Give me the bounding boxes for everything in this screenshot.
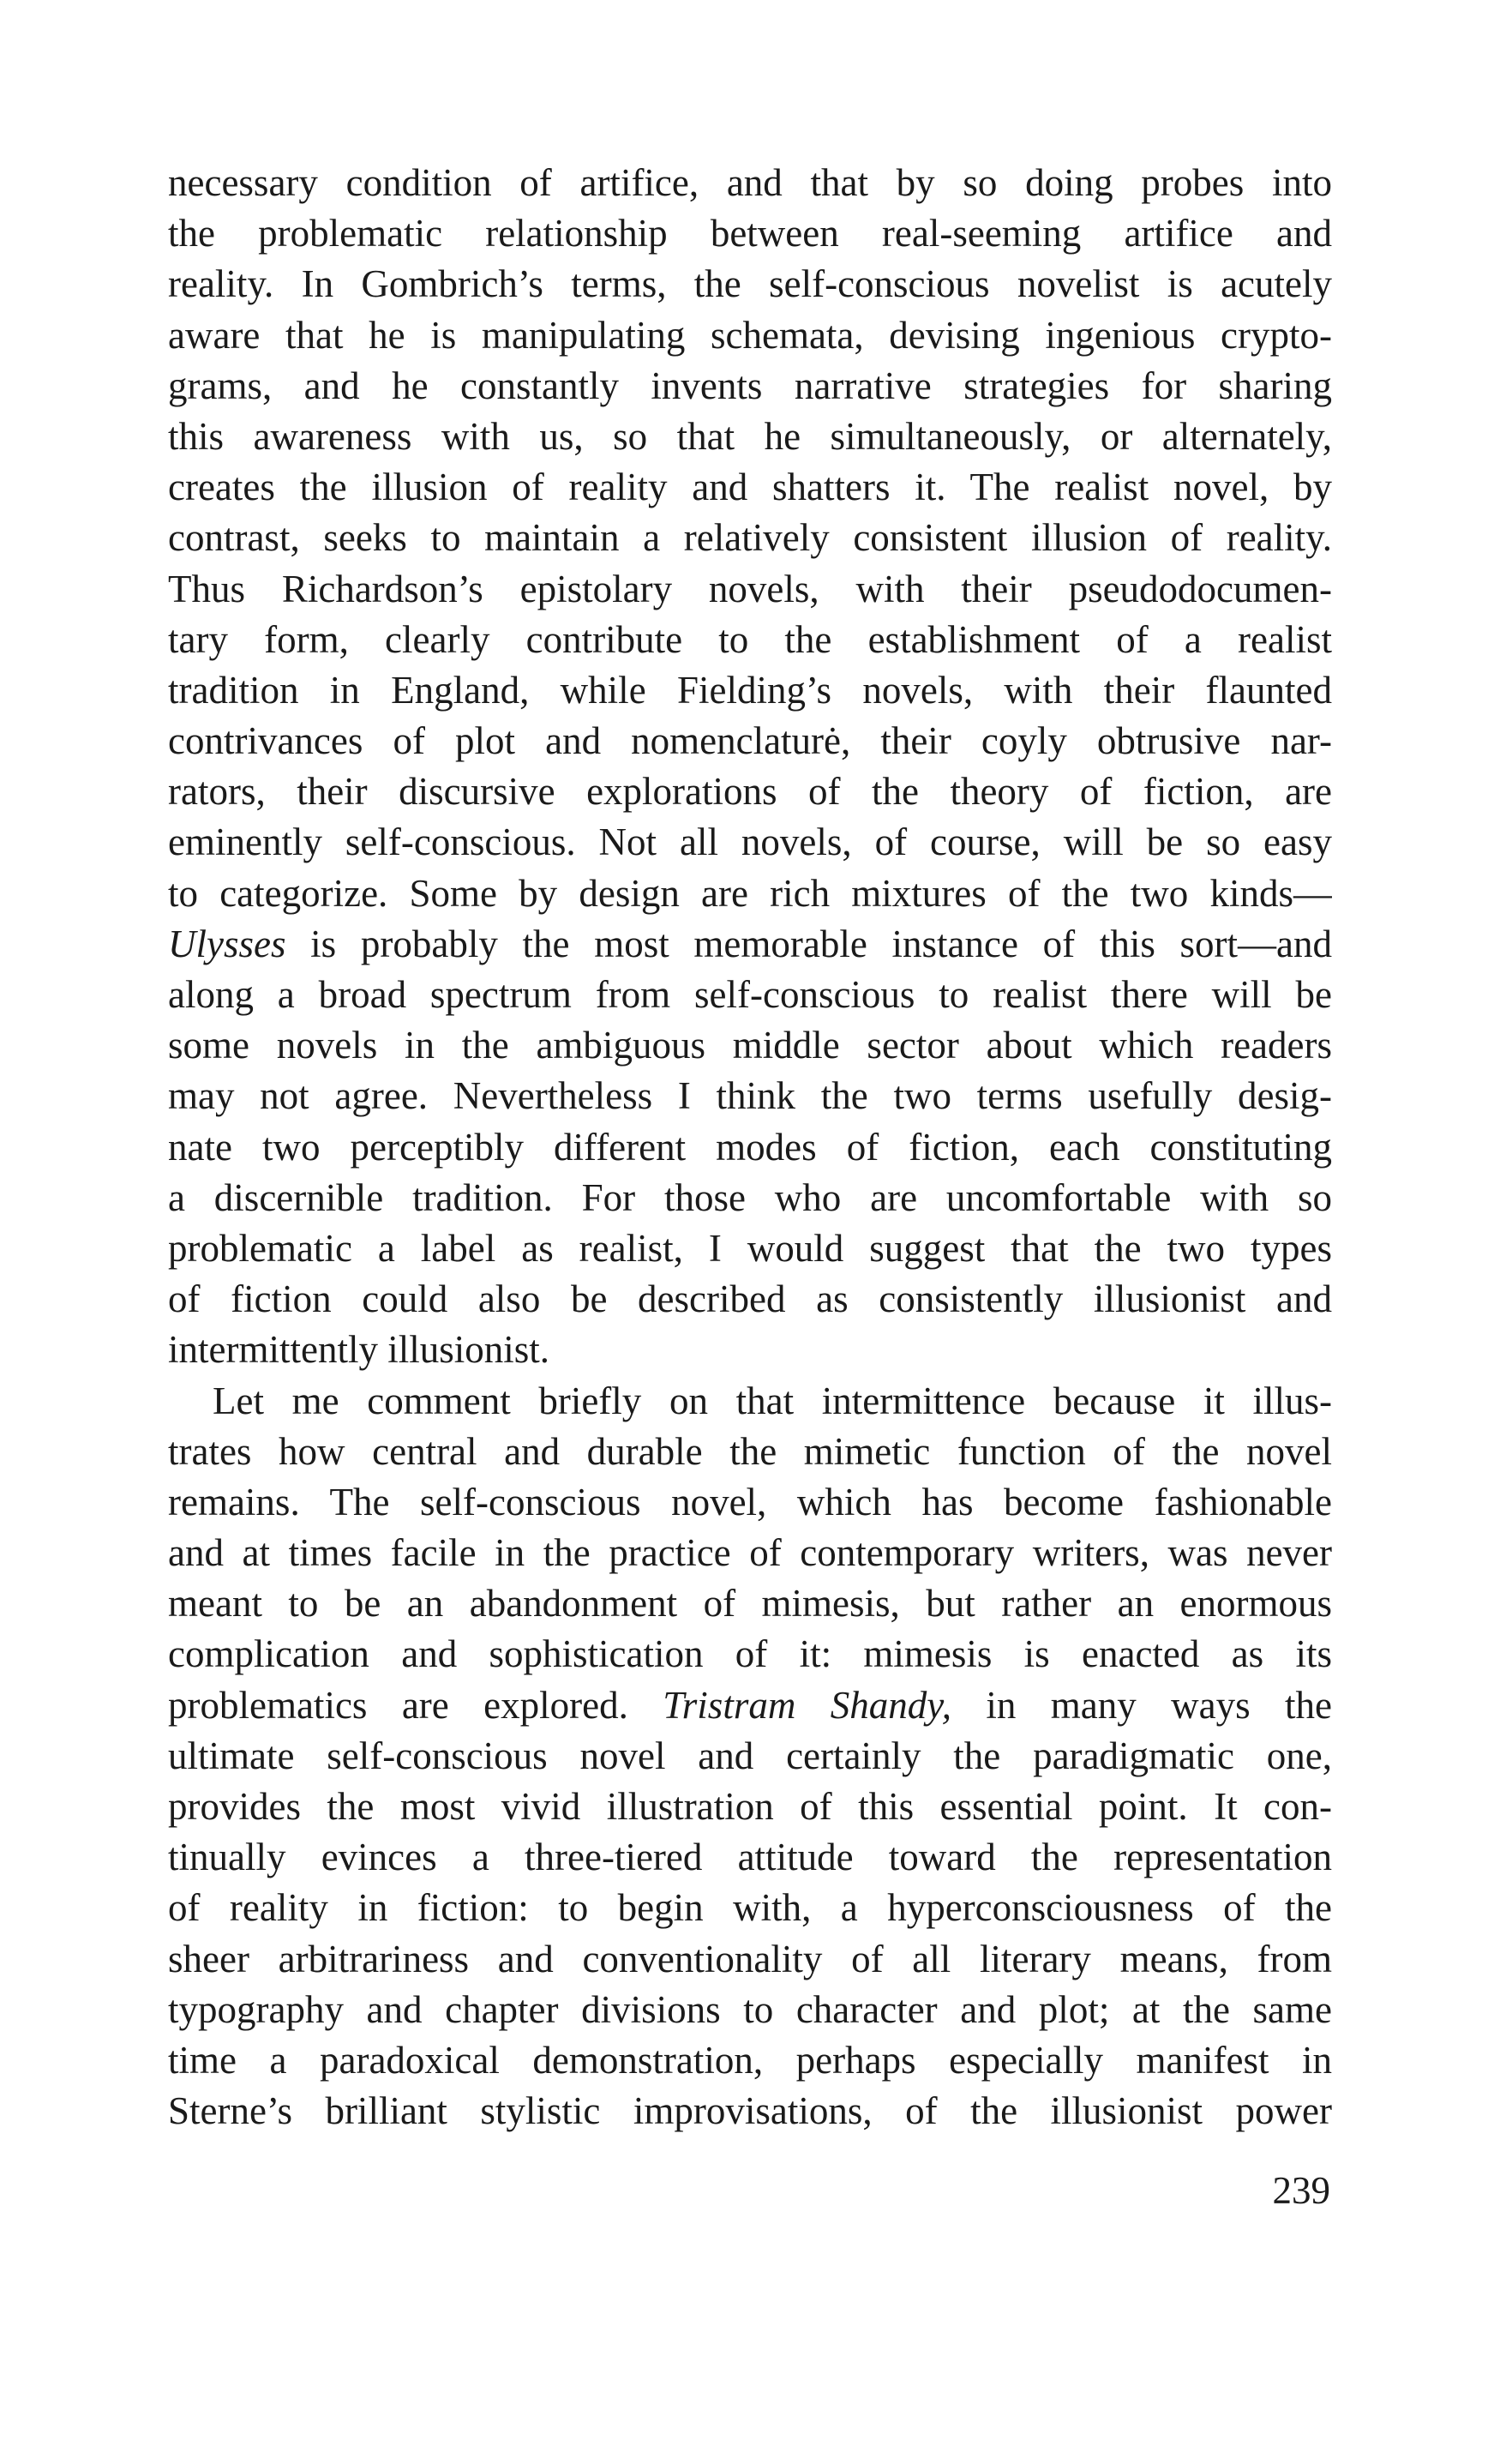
- text-segment: complication and sophistication of it: mimesis is enacted as its: [168, 1632, 1332, 1676]
- italic-title: Ulysses: [168, 922, 286, 965]
- text-line: [168, 1223, 1332, 1274]
- text-line: [168, 615, 1332, 665]
- text-line: [168, 1832, 1332, 1883]
- text-line: [168, 766, 1332, 817]
- text-segment: intermittently illusionist.: [168, 1328, 549, 1372]
- text-line: [168, 412, 1332, 462]
- text-segment: of fiction could also be described as consistently illusionist and: [168, 1277, 1332, 1321]
- text-line: [168, 310, 1332, 361]
- text-line: [168, 665, 1332, 716]
- body-text: [168, 158, 1332, 2136]
- text-segment: may not agree. Nevertheless I think the two terms usefully desig-: [168, 1074, 1332, 1118]
- text-line: [168, 259, 1332, 310]
- text-segment: remains. The self-conscious novel, which has become fashionable: [168, 1480, 1332, 1523]
- text-segment: tradition in England, while Fielding’s novels, with their flaunted: [168, 668, 1332, 712]
- text-line: [168, 919, 1332, 970]
- text-line: [168, 2035, 1332, 2086]
- text-segment: Thus Richardson’s epistolary novels, with their pseudodocumen-: [168, 567, 1332, 610]
- text-line: [168, 1528, 1332, 1578]
- text-segment: sheer arbitrariness and conventionality of all literary means, from: [168, 1937, 1332, 1980]
- text-segment: a discernible tradition. For those who are uncomfortable with so: [168, 1175, 1332, 1219]
- text-line: [168, 1173, 1332, 1223]
- text-line: [168, 158, 1332, 208]
- text-line: [168, 208, 1332, 259]
- text-segment: aware that he is manipulating schemata, devising ingenious crypto-: [168, 313, 1332, 357]
- text-segment: is probably the most memorable instance of this sort—and: [285, 922, 1332, 965]
- text-segment: problematics are explored.: [168, 1683, 663, 1727]
- text-line: [168, 513, 1332, 563]
- text-segment: Sterne’s brilliant stylistic improvisations, of the illusionist power: [168, 2089, 1332, 2133]
- text-segment: in many ways the: [951, 1683, 1332, 1727]
- text-segment: the problematic relationship between real-seeming artifice and: [168, 212, 1332, 255]
- text-line: [168, 1477, 1332, 1528]
- italic-title: Tristram Shandy,: [663, 1683, 951, 1727]
- text-segment: reality. In Gombrich’s terms, the self-conscious novelist is acutely: [168, 262, 1332, 306]
- text-line: [168, 1629, 1332, 1680]
- text-line: [168, 1578, 1332, 1629]
- text-segment: typography and chapter divisions to character and plot; at the same: [168, 1987, 1332, 2031]
- text-line: [168, 817, 1332, 868]
- text-segment: ultimate self-conscious novel and certainly the paradigmatic one,: [168, 1734, 1332, 1777]
- text-line: [168, 1782, 1332, 1832]
- text-segment: necessary condition of artifice, and that by so doing probes into: [168, 161, 1332, 204]
- text-line: [168, 1122, 1332, 1173]
- text-segment: eminently self-conscious. Not all novels, of course, will be so easy: [168, 820, 1332, 864]
- text-segment: to categorize. Some by design are rich mixtures of the two kinds—: [168, 871, 1332, 915]
- text-segment: contrivances of plot and nomenclaturė, their coyly obtrusive nar-: [168, 719, 1332, 763]
- text-line: [168, 1883, 1332, 1933]
- text-line: [168, 1985, 1332, 2035]
- text-segment: tinually evinces a three-tiered attitude toward the representation: [168, 1836, 1332, 1879]
- text-segment: along a broad spectrum from self-conscious to realist there will be: [168, 973, 1332, 1016]
- text-line: [168, 868, 1332, 919]
- text-line: [168, 970, 1332, 1020]
- text-segment: this awareness with us, so that he simultaneously, or alternately,: [168, 414, 1332, 458]
- page-number: 239: [1272, 2169, 1330, 2212]
- text-line: [168, 1680, 1332, 1731]
- text-segment: and at times facile in the practice of contemporary writers, was never: [168, 1531, 1332, 1575]
- text-line: [168, 361, 1332, 412]
- text-segment: provides the most vivid illustration of this essential point. It con-: [168, 1785, 1332, 1828]
- text-segment: time a paradoxical demonstration, perhaps especially manifest in: [168, 2038, 1332, 2082]
- text-segment: contrast, seeks to maintain a relatively consistent illusion of reality.: [168, 516, 1332, 560]
- text-segment: meant to be an abandonment of mimesis, but rather an enormous: [168, 1582, 1332, 1626]
- text-line: [168, 1274, 1332, 1325]
- text-segment: rators, their discursive explorations of the theory of fiction, are: [168, 770, 1332, 814]
- text-line: [168, 1934, 1332, 1985]
- text-line: [168, 1020, 1332, 1071]
- text-segment: grams, and he constantly invents narrative strategies for sharing: [168, 364, 1332, 407]
- text-line: [168, 1731, 1332, 1782]
- text-segment: tary form, clearly contribute to the establishment of a realist: [168, 617, 1332, 661]
- text-line: [168, 1427, 1332, 1477]
- text-segment: problematic a label as realist, I would suggest that the two types: [168, 1226, 1332, 1270]
- text-line: [168, 462, 1332, 513]
- text-segment: Let me comment briefly on that intermittence because it illus-: [213, 1379, 1332, 1422]
- text-line: [168, 564, 1332, 615]
- text-line: [168, 1071, 1332, 1121]
- text-segment: trates how central and durable the mimetic function of the novel: [168, 1429, 1332, 1473]
- text-line: [168, 2086, 1332, 2136]
- text-line: [168, 716, 1332, 766]
- text-segment: nate two perceptibly different modes of fiction, each constituting: [168, 1125, 1332, 1169]
- text-line: [168, 1376, 1332, 1427]
- text-segment: creates the illusion of reality and shatters it. The realist novel, by: [168, 466, 1332, 509]
- text-segment: of reality in fiction: to begin with, a hyperconsciousness of the: [168, 1886, 1332, 1930]
- text-line: [168, 1325, 1332, 1375]
- text-segment: some novels in the ambiguous middle sector about which readers: [168, 1024, 1332, 1067]
